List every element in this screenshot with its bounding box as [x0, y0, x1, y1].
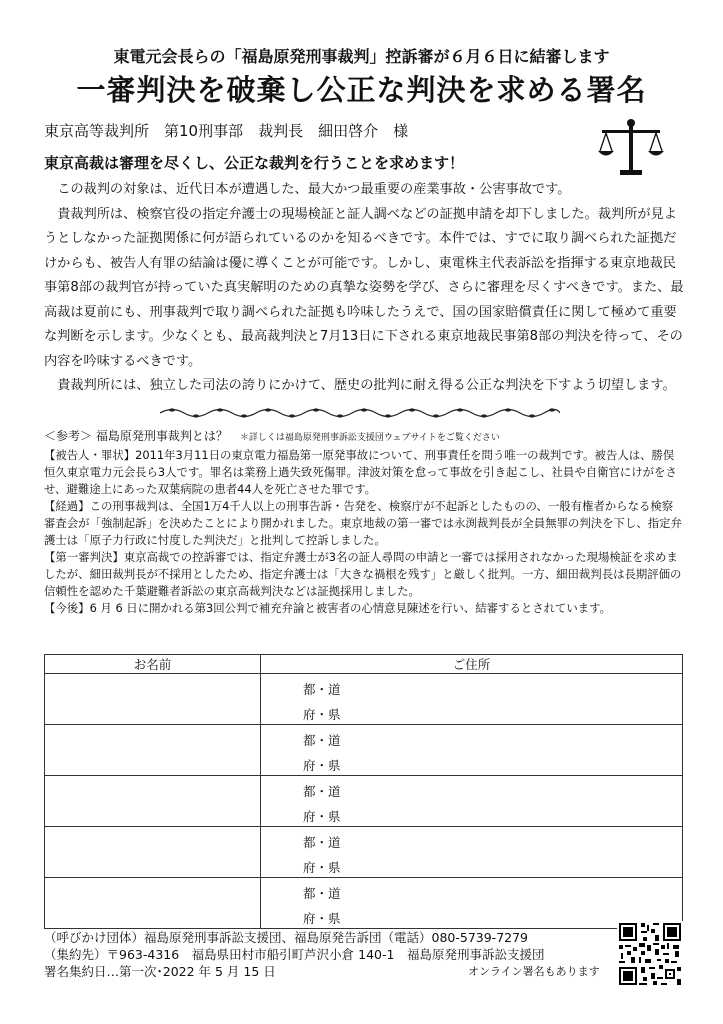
collection-deadline: 署名集約日…第一次･2022 年 5 月 15 日 [44, 964, 276, 979]
body-paragraph: 貴裁判所は、検察官役の指定弁護士の現場検証と証人調べなどの証拠申請を却下しました。裁判所が見ようとしなかった証拠関係に何が語られているのかを知るべきです。本件では、すでに取り調べられた証拠だけからも、被告人有罪の結論は優に導くことが可能です。しかし、東電株主代表訴訟を指揮する東京地裁民事第8部の裁判官が持っていた真実解明のための真摯な姿勢を学び、さらに審理を尽くすべきです。また、最高裁は夏前にも、刑事裁判で取り調べられた証拠も吟味したうえで、国の国家賠償責任に関して極めて重要な判断を示します。少なくとも、最高裁判決と7月13日に下される東京地裁民事第8部の判決を待って、その内容を吟味するべきです。 [44, 206, 684, 369]
signature-row [45, 725, 683, 776]
signature-table [44, 654, 683, 929]
reference-item: 【第一審判決】東京高裁での控訴審では、指定弁護士が3名の証人尋問の申請と一審では採用されなかった現場検証を求めましたが、細田裁判長が不採用としたため、指定弁護士は「大きな禍根を残す」と厳しく批判。一方、細田裁判長は長期評価の信頼性を認めた千葉避難者訴訟の東京高裁判決などは証拠採用しました。 [44, 550, 682, 598]
collection-address: （集約先）〒963-4316 福島県田村市船引町芦沢小倉 140-1 福島原発刑事訴訟支援団 [44, 947, 545, 962]
body-paragraph: この裁判の対象は、近代日本が遭遇した、最大かつ最重要の産業事故・公害事故です。 [57, 182, 571, 197]
prefecture-label: 都・道 [303, 886, 341, 901]
reference-item: 【今後】6 月 6 日に開かれる第3回公判で補充弁論と被害者の心情意見陳述を行い、結審するとされています。 [44, 601, 612, 615]
online-signature-note: オンライン署名もあります [468, 965, 600, 978]
prefecture-label: 府・県 [303, 758, 341, 773]
name-column-header: お名前 [45, 655, 261, 674]
prefecture-label: 都・道 [303, 835, 341, 850]
addressee: 東京高等裁判所 第10刑事部 裁判長 細田啓介 様 [44, 122, 409, 140]
address-field[interactable] [261, 725, 683, 776]
address-field[interactable] [261, 674, 683, 725]
address-column-header: ご住所 [261, 655, 683, 674]
prefecture-label: 府・県 [303, 707, 341, 722]
demand-statement: 東京高裁は審理を尽くし、公正な裁判を行うことを求めます！ [44, 154, 465, 172]
signature-table-header [45, 655, 683, 674]
page-title: 一審判決を破棄し公正な判決を求める署名 [76, 73, 647, 107]
reference-item: 【被告人・罪状】2011年3月11日の東京電力福島第一原発事故について、刑事責任を問う唯一の裁判です。被告人は、勝俣恒久東京電力元会長ら3人です。罪名は業務上過失致死傷罪。津波対策を怠って事故を引き起こし、社員や自衛官にけがをさせ、避難途上にあった双葉病院の患者44人を死亡させた罪です。 [44, 448, 677, 496]
address-field[interactable] [261, 776, 683, 827]
prefecture-label: 府・県 [303, 809, 341, 824]
reference-section [44, 428, 684, 617]
prefecture-label: 都・道 [303, 784, 341, 799]
name-field[interactable] [45, 827, 261, 878]
reference-title: ＜参考＞ 福島原発刑事裁判とは？ [44, 429, 228, 443]
name-field[interactable] [45, 674, 261, 725]
organizer-info: （呼びかけ団体）福島原発刑事訴訟支援団、福島原発告訴団（電話）080-5739-7279 [44, 930, 529, 945]
signature-row [45, 878, 683, 929]
name-field[interactable] [45, 776, 261, 827]
signature-row [45, 827, 683, 878]
name-field[interactable] [45, 878, 261, 929]
reference-heading [44, 428, 684, 447]
petition-body [44, 178, 684, 399]
subtitle: 東電元会長らの「福島原発刑事裁判」控訴審が６月６日に結審します [113, 47, 610, 66]
name-field[interactable] [45, 725, 261, 776]
reference-note: ＊詳しくは福島原発刑事訴訟支援団ウェブサイトをご覧ください [239, 433, 500, 443]
prefecture-label: 府・県 [303, 860, 341, 875]
signature-row [45, 776, 683, 827]
prefecture-label: 都・道 [303, 682, 341, 697]
reference-item: 【経過】この刑事裁判は、全国1万4千人以上の刑事告訴・告発を、検察庁が不起訴としたものの、一般有権者からなる検察審査会が「強制起訴」を決めたことにより開かれました。東京地裁の第一審では永渕裁判長が全員無罪の判決を下し、指定弁護士は「原子力行政に忖度した判決だ」と批判して控訴しました。 [44, 499, 682, 547]
prefecture-label: 府・県 [303, 911, 341, 926]
body-paragraph: 貴裁判所には、独立した司法の誇りにかけて、歴史の批判に耐え得る公正な判決を下すよう切望します。 [57, 378, 676, 393]
vine-divider [160, 406, 560, 420]
prefecture-label: 都・道 [303, 733, 341, 748]
signature-row [45, 674, 683, 725]
scales-of-justice-icon [596, 118, 666, 178]
qr-code-icon[interactable] [617, 921, 683, 987]
address-field[interactable] [261, 827, 683, 878]
